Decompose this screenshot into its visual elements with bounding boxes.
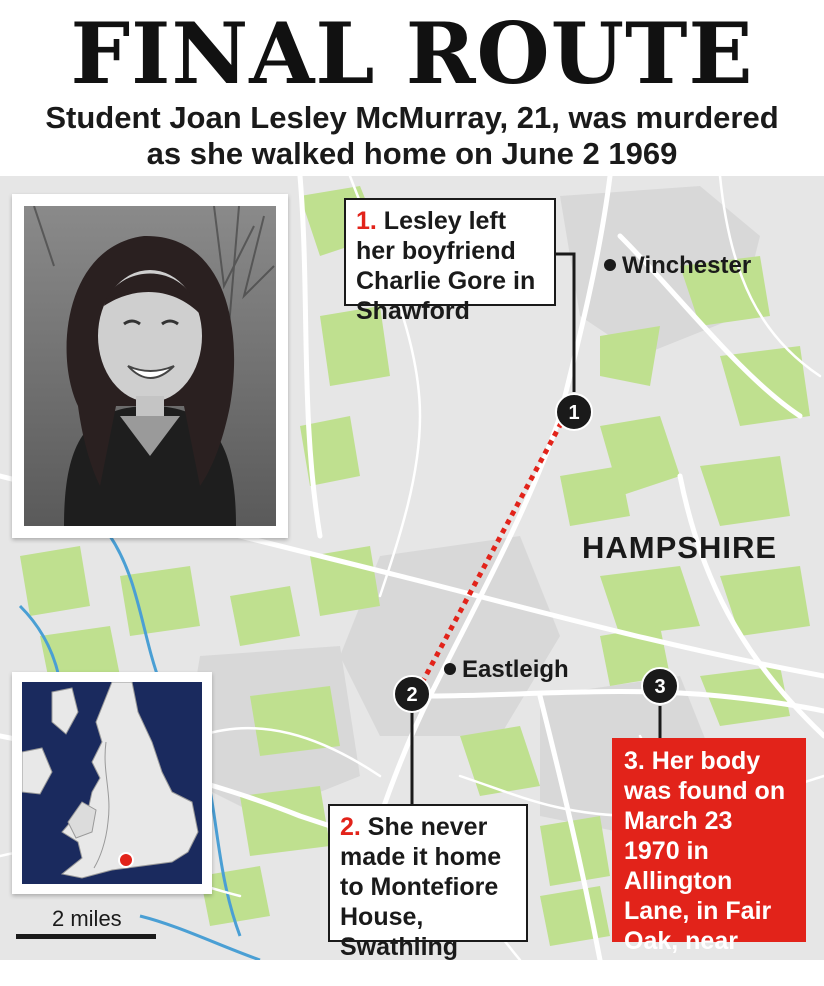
callout-3-text: 3. Her body was found on March 23 1970 in Allington Lane, in Fair Oak, near Eastleigh [624,747,786,985]
callout-1-text: Lesley left her boyfriend Charlie Gore in Shawford [356,207,536,325]
place-winchester-label: Winchester [622,252,752,279]
page-title: FINAL ROUTE [70,4,754,103]
subtitle-line-2: as she walked home on June 2 1969 [146,136,678,171]
region-label: HAMPSHIRE [582,530,778,565]
callout-2-text: She never made it home to Montefiore House, Swathling [340,813,502,961]
scale-bar [16,934,156,939]
subtitle-line-1: Student Joan Lesley McMurray, 21, was murdered [45,100,779,135]
header [0,0,824,176]
marker-1 [556,394,592,430]
location-dot-icon [119,853,133,867]
marker-3-label: 3 [654,676,666,698]
marker-3 [642,668,678,704]
marker-2-label: 2 [406,684,418,706]
callout-3 [612,738,806,985]
place-dot-icon [444,663,456,675]
place-dot-icon [604,259,616,271]
callout-2 [328,804,528,961]
victim-photo [12,194,288,538]
marker-2 [394,676,430,712]
uk-inset-map-drawing [22,682,202,884]
place-winchester [604,252,751,280]
place-eastleigh-label: Eastleigh [462,656,569,683]
scale-label: 2 miles [52,906,122,931]
portrait-photo [24,206,276,526]
callout-1 [344,198,556,325]
callout-2-number: 2. [340,813,361,841]
uk-inset-map [12,672,212,894]
callout-1-number: 1. [356,207,377,235]
place-eastleigh [444,656,569,684]
marker-1-label: 1 [568,402,580,424]
